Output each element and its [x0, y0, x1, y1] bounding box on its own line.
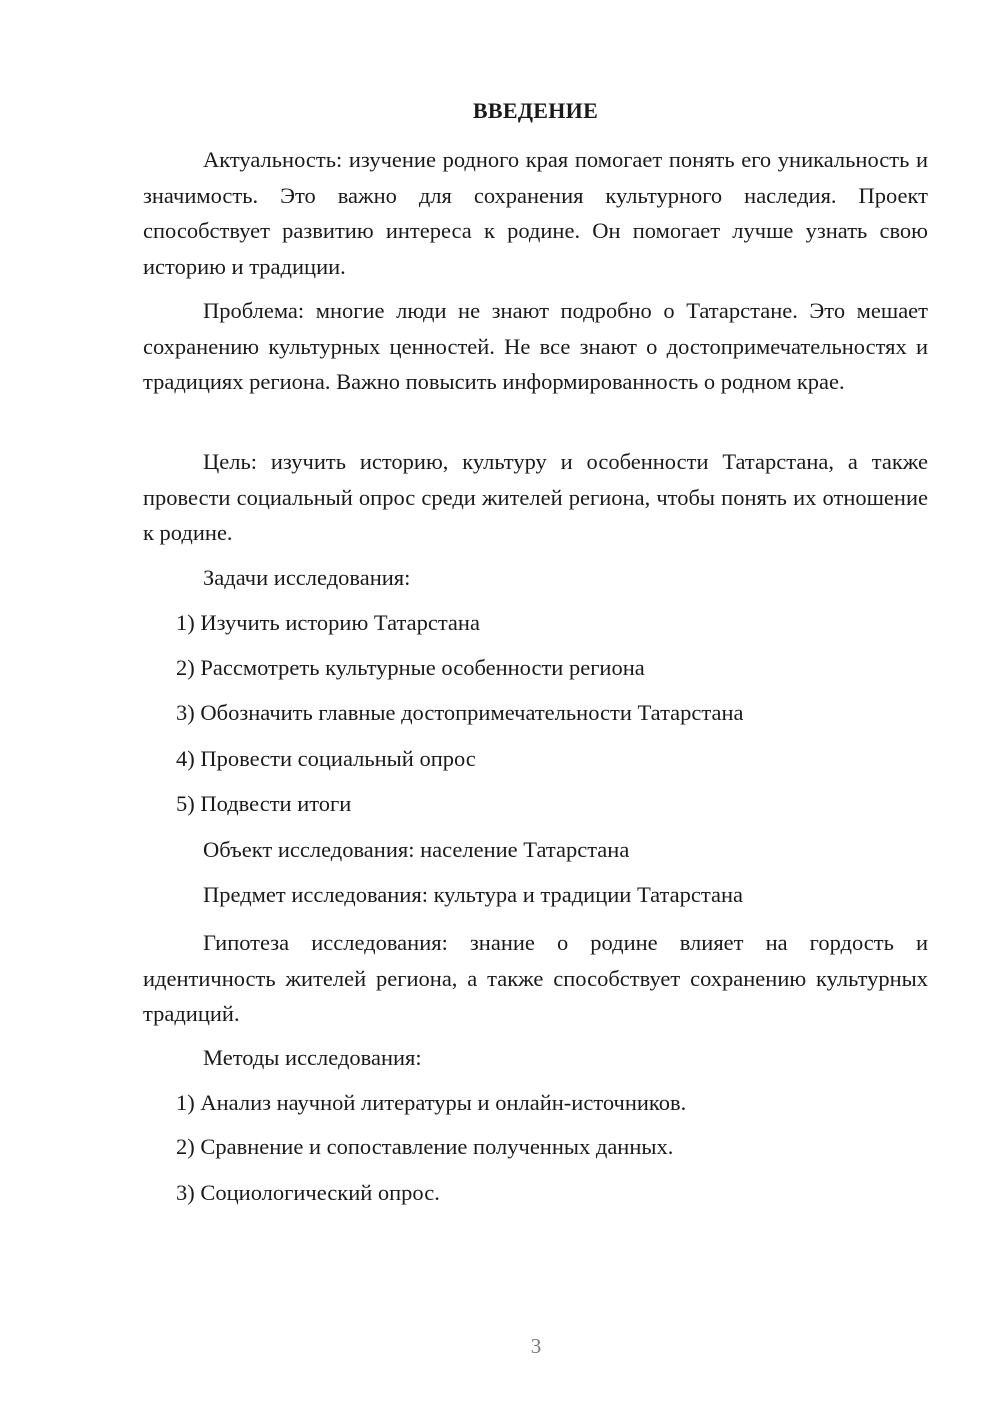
problem-paragraph: Проблема: многие люди не знают подробно о Татарстане. Это мешает сохранению культурных ценностей. Не все знают о достопримечательностях и традициях региона. Важно повысить информированность о родном крае.: [143, 298, 928, 394]
methods-label: Методы исследования:: [203, 1045, 422, 1070]
method-item: 3) Социологический опрос.: [176, 1180, 440, 1205]
task-item: 5) Подвести итоги: [176, 791, 352, 816]
hypothesis-paragraph: Гипотеза исследования: знание о родине влияет на гордость и идентичность жителей региона, а также способствует сохранению культурных традиций.: [143, 930, 928, 1026]
tasks-label: Задачи исследования:: [203, 565, 411, 590]
page-title: ВВЕДЕНИЕ: [472, 98, 599, 123]
goal-paragraph: Цель: изучить историю, культуру и особенности Татарстана, а также провести социальный опрос среди жителей региона, чтобы понять их отношение к родине.: [143, 449, 928, 545]
relevance-paragraph: Актуальность: изучение родного края помогает понять его уникальность и значимость. Это важно для сохранения культурного наследия. Проект способствует развитию интереса к родине. Он помогает лучше узнать свою историю и традиции.: [143, 147, 928, 279]
task-item: 1) Изучить историю Татарстана: [176, 610, 480, 635]
task-item: 3) Обозначить главные достопримечательности Татарстана: [176, 700, 744, 725]
task-item: 2) Рассмотреть культурные особенности региона: [176, 655, 645, 680]
page-number: 3: [530, 1334, 542, 1358]
method-item: 1) Анализ научной литературы и онлайн-источников.: [176, 1090, 687, 1115]
research-subject: Предмет исследования: культура и традиции Татарстана: [203, 882, 744, 907]
method-item: 2) Сравнение и сопоставление полученных данных.: [176, 1134, 674, 1159]
research-object: Объект исследования: население Татарстана: [203, 837, 630, 862]
task-item: 4) Провести социальный опрос: [176, 746, 476, 771]
